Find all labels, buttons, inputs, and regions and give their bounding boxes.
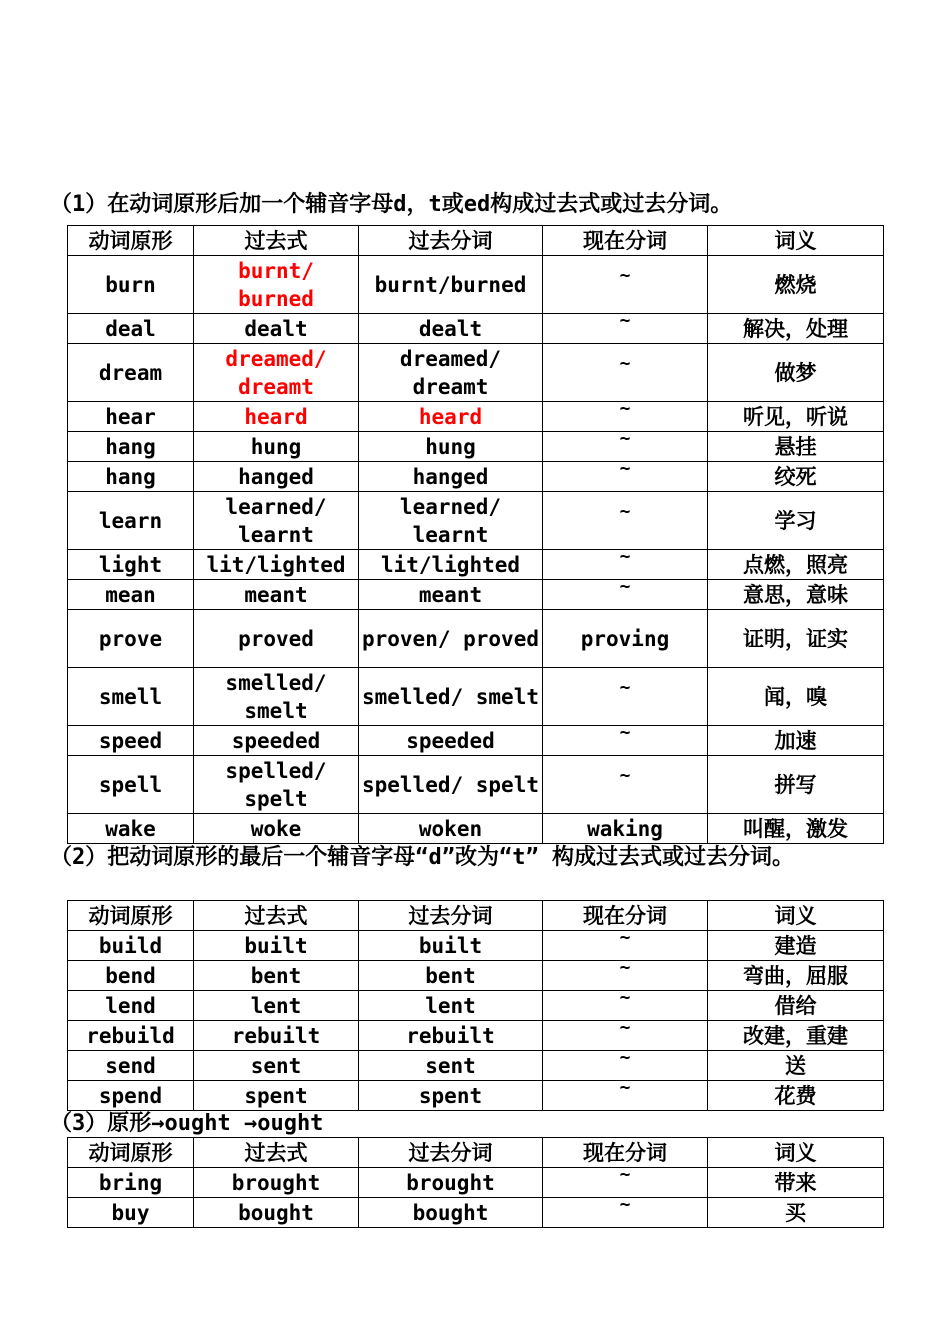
cell-meaning: [708, 1051, 884, 1081]
cell-base-form: [68, 344, 194, 402]
cell-meaning: [708, 344, 884, 402]
cell-base-form: [68, 402, 194, 432]
cell-base-form: [68, 1198, 194, 1228]
cell-past-tense: [194, 580, 359, 610]
cell-base-form: [68, 610, 194, 668]
cell-present-participle: [543, 756, 708, 814]
table-row: [68, 550, 884, 580]
cell-present-participle: [543, 610, 708, 668]
cell-past-tense-text: sent: [250, 1053, 302, 1078]
cell-present-participle-text: ~: [619, 352, 631, 374]
cell-meaning-text: 买: [785, 1200, 806, 1225]
cell-present-participle-text: ~: [619, 313, 631, 331]
cell-present-participle: [543, 726, 708, 756]
cell-present-participle-text: ~: [619, 579, 631, 597]
cell-past-tense: [194, 344, 359, 402]
cell-past-participle: [359, 256, 543, 314]
table-row: [68, 668, 884, 726]
cell-meaning: [708, 402, 884, 432]
cell-present-participle-text: ~: [619, 990, 631, 1008]
cell-past-tense: [194, 726, 359, 756]
cell-past-tense: [194, 610, 359, 668]
cell-base-form: [68, 580, 194, 610]
cell-past-participle-text: built: [418, 933, 483, 958]
cell-past-tense-text: rebuilt: [231, 1023, 321, 1048]
cell-past-participle: [359, 1081, 543, 1111]
cell-past-participle: [359, 668, 543, 726]
header-past-tense: 过去式: [194, 1138, 359, 1168]
cell-past-participle-text: proven/ proved: [361, 626, 539, 651]
cell-base-form-text: wake: [105, 816, 156, 841]
cell-past-tense: [194, 314, 359, 344]
cell-past-participle-text: hanged: [412, 464, 489, 489]
cell-present-participle: [543, 1021, 708, 1051]
cell-base-form: [68, 756, 194, 814]
cell-past-participle: [359, 931, 543, 961]
header-base-form: 动词原形: [68, 1138, 194, 1168]
cell-meaning-text: 拼写: [774, 772, 817, 797]
cell-meaning-text: 花费: [774, 1083, 817, 1108]
cell-base-form: [68, 1168, 194, 1198]
table-section-2: [67, 900, 884, 1111]
table-header-row: [68, 901, 884, 931]
cell-meaning-text: 改建，重建: [743, 1023, 848, 1048]
table-row: [68, 432, 884, 462]
table-row: [68, 462, 884, 492]
cell-meaning-text: 加速: [774, 728, 817, 753]
cell-past-tense-text: brought: [231, 1170, 321, 1195]
cell-past-tense: [194, 814, 359, 844]
cell-base-form-text: buy: [111, 1200, 150, 1225]
cell-past-tense: [194, 402, 359, 432]
section-3-heading: （3）原形→ought →ought: [50, 1111, 324, 1136]
cell-past-tense-text: spelled/ spelt: [225, 758, 327, 811]
cell-past-tense-text: woke: [250, 816, 302, 841]
cell-present-participle-text: ~: [619, 1197, 631, 1215]
table-section-1: [67, 225, 884, 844]
cell-past-tense-text: dealt: [244, 316, 308, 341]
table-row: [68, 610, 884, 668]
cell-present-participle-text: ~: [619, 930, 631, 948]
cell-base-form-text: lend: [105, 993, 156, 1018]
cell-past-tense-text: dreamed/ dreamt: [225, 346, 327, 399]
header-past-participle: 过去分词: [359, 901, 543, 931]
cell-meaning-text: 做梦: [774, 360, 817, 385]
section-2-heading: （2）把动词原形的最后一个辅音字母“d”改为“t” 构成过去式或过去分词。: [50, 845, 794, 870]
cell-present-participle: [543, 462, 708, 492]
cell-past-tense: [194, 1168, 359, 1198]
table-row: [68, 756, 884, 814]
cell-present-participle-text: ~: [619, 500, 631, 522]
cell-meaning: [708, 256, 884, 314]
cell-past-tense-text: hanged: [238, 464, 314, 489]
cell-present-participle-text: ~: [619, 401, 631, 419]
cell-meaning-text: 解决，处理: [743, 316, 848, 341]
cell-present-participle-text: ~: [619, 549, 631, 567]
cell-present-participle: [543, 931, 708, 961]
cell-past-participle: [359, 462, 543, 492]
cell-base-form: [68, 961, 194, 991]
cell-meaning-text: 听见，听说: [743, 404, 848, 429]
cell-past-participle: [359, 432, 543, 462]
cell-past-tense-text: hung: [250, 434, 302, 459]
cell-past-participle: [359, 402, 543, 432]
cell-meaning: [708, 462, 884, 492]
cell-past-participle-text: lit/lighted: [380, 552, 521, 577]
table-row: [68, 1198, 884, 1228]
cell-past-tense: [194, 1021, 359, 1051]
cell-past-tense-text: heard: [244, 404, 308, 429]
header-meaning: 词义: [708, 901, 884, 931]
table-row: [68, 1051, 884, 1081]
cell-past-tense: [194, 756, 359, 814]
cell-base-form: [68, 432, 194, 462]
cell-past-tense: [194, 1198, 359, 1228]
header-past-participle: 过去分词: [359, 1138, 543, 1168]
table-row: [68, 580, 884, 610]
header-past-participle: 过去分词: [359, 226, 543, 256]
cell-base-form-text: learn: [98, 508, 163, 533]
cell-past-participle-text: lent: [425, 993, 476, 1018]
cell-present-participle: [543, 814, 708, 844]
cell-base-form-text: mean: [105, 582, 156, 607]
cell-base-form-text: speed: [98, 728, 163, 753]
cell-present-participle: [543, 314, 708, 344]
cell-present-participle: [543, 344, 708, 402]
cell-base-form-text: prove: [98, 626, 163, 651]
cell-past-tense: [194, 668, 359, 726]
header-present-participle: 现在分词: [543, 226, 708, 256]
header-past-tense: 过去式: [194, 901, 359, 931]
cell-past-tense-text: smelled/ smelt: [225, 670, 327, 723]
cell-present-participle: [543, 256, 708, 314]
cell-meaning-text: 悬挂: [774, 434, 817, 459]
header-present-participle: 现在分词: [543, 901, 708, 931]
cell-base-form: [68, 814, 194, 844]
table-row: [68, 1168, 884, 1198]
table-row: [68, 961, 884, 991]
cell-past-participle: [359, 991, 543, 1021]
cell-present-participle: [543, 432, 708, 462]
table-row: [68, 1021, 884, 1051]
cell-past-participle-text: dealt: [418, 316, 483, 341]
cell-present-participle: [543, 1168, 708, 1198]
cell-meaning: [708, 492, 884, 550]
cell-base-form: [68, 1051, 194, 1081]
cell-present-participle-text: ~: [619, 960, 631, 978]
cell-meaning: [708, 314, 884, 344]
cell-past-participle: [359, 492, 543, 550]
cell-present-participle-text: ~: [619, 461, 631, 479]
cell-past-participle-text: spelled/ spelt: [361, 772, 539, 797]
cell-meaning-text: 送: [785, 1053, 806, 1078]
cell-base-form-text: hang: [105, 434, 156, 459]
cell-base-form: [68, 726, 194, 756]
cell-present-participle-text: ~: [619, 264, 631, 286]
cell-past-tense-text: bought: [238, 1200, 314, 1225]
cell-meaning-text: 弯曲，屈服: [743, 963, 848, 988]
cell-past-participle: [359, 344, 543, 402]
cell-past-participle-text: dreamed/ dreamt: [399, 346, 502, 399]
cell-past-tense: [194, 931, 359, 961]
cell-past-tense-text: lit/lighted: [206, 552, 346, 577]
table-row: [68, 492, 884, 550]
cell-past-tense: [194, 1051, 359, 1081]
cell-past-participle-text: bent: [425, 963, 476, 988]
cell-base-form-text: dream: [98, 360, 163, 385]
cell-past-participle-text: meant: [418, 582, 483, 607]
table-section-3: [67, 1137, 884, 1228]
cell-present-participle-text: proving: [580, 626, 670, 651]
cell-present-participle: [543, 550, 708, 580]
header-meaning: 词义: [708, 226, 884, 256]
cell-present-participle: [543, 1081, 708, 1111]
cell-past-participle-text: rebuilt: [406, 1023, 495, 1048]
header-base-form: 动词原形: [68, 226, 194, 256]
cell-past-participle-text: sent: [425, 1053, 476, 1078]
cell-base-form-text: light: [98, 552, 163, 577]
cell-meaning-text: 绞死: [774, 464, 817, 489]
cell-past-tense-text: meant: [244, 582, 308, 607]
cell-meaning: [708, 668, 884, 726]
cell-base-form-text: build: [98, 933, 163, 958]
cell-present-participle-text: ~: [619, 676, 631, 698]
cell-base-form: [68, 991, 194, 1021]
cell-meaning: [708, 580, 884, 610]
cell-past-tense: [194, 462, 359, 492]
cell-past-tense: [194, 550, 359, 580]
cell-past-tense-text: learned/ learnt: [225, 494, 327, 547]
cell-past-participle: [359, 1051, 543, 1081]
cell-meaning-text: 借给: [774, 993, 817, 1018]
cell-past-participle: [359, 756, 543, 814]
cell-past-participle: [359, 580, 543, 610]
cell-meaning: [708, 726, 884, 756]
cell-base-form: [68, 492, 194, 550]
header-base-form: 动词原形: [68, 901, 194, 931]
header-past-tense: 过去式: [194, 226, 359, 256]
cell-past-participle-text: learned/ learnt: [399, 494, 502, 547]
cell-meaning-text: 意思，意味: [743, 582, 848, 607]
cell-present-participle: [543, 402, 708, 432]
cell-base-form-text: bring: [98, 1170, 163, 1195]
cell-meaning: [708, 1021, 884, 1051]
cell-meaning: [708, 1168, 884, 1198]
table-row: [68, 726, 884, 756]
cell-meaning-text: 学习: [774, 508, 817, 533]
cell-meaning: [708, 961, 884, 991]
cell-base-form: [68, 550, 194, 580]
cell-base-form-text: send: [105, 1053, 156, 1078]
cell-past-participle-text: woken: [418, 816, 483, 841]
cell-base-form: [68, 314, 194, 344]
cell-meaning-text: 证明，证实: [743, 626, 848, 651]
cell-past-participle-text: spent: [418, 1083, 483, 1108]
cell-present-participle-text: waking: [587, 816, 663, 841]
cell-present-participle: [543, 1051, 708, 1081]
cell-present-participle: [543, 492, 708, 550]
table-row: [68, 931, 884, 961]
table-row: [68, 344, 884, 402]
cell-past-participle-text: smelled/ smelt: [361, 684, 539, 709]
cell-present-participle-text: ~: [619, 1167, 631, 1185]
cell-past-tense: [194, 1081, 359, 1111]
cell-past-participle-text: burnt/burned: [374, 272, 527, 297]
cell-past-tense-text: burnt/ burned: [238, 258, 314, 311]
header-meaning: 词义: [708, 1138, 884, 1168]
cell-past-tense-text: bent: [250, 963, 302, 988]
cell-past-participle: [359, 610, 543, 668]
cell-base-form: [68, 668, 194, 726]
cell-past-participle: [359, 814, 543, 844]
cell-base-form-text: hang: [105, 464, 156, 489]
cell-meaning-text: 闻，嗅: [764, 684, 827, 709]
cell-past-participle-text: bought: [412, 1200, 489, 1225]
cell-meaning: [708, 991, 884, 1021]
cell-base-form: [68, 256, 194, 314]
cell-past-participle-text: speeded: [406, 728, 495, 753]
cell-base-form-text: deal: [105, 316, 156, 341]
cell-past-participle: [359, 1168, 543, 1198]
table-row: [68, 991, 884, 1021]
cell-past-participle: [359, 314, 543, 344]
cell-base-form: [68, 1021, 194, 1051]
cell-present-participle-text: ~: [619, 1050, 631, 1068]
table-row: [68, 814, 884, 844]
cell-past-participle: [359, 961, 543, 991]
cell-present-participle: [543, 991, 708, 1021]
cell-base-form: [68, 1081, 194, 1111]
cell-meaning-text: 点燃，照亮: [743, 552, 848, 577]
cell-past-participle: [359, 1021, 543, 1051]
cell-present-participle-text: ~: [619, 1080, 631, 1098]
cell-past-participle: [359, 726, 543, 756]
cell-past-participle-text: heard: [418, 404, 483, 429]
cell-past-tense: [194, 961, 359, 991]
cell-present-participle-text: ~: [619, 1020, 631, 1038]
cell-meaning: [708, 1081, 884, 1111]
cell-meaning: [708, 1198, 884, 1228]
cell-past-participle: [359, 1198, 543, 1228]
section-1-heading: （1）在动词原形后加一个辅音字母d，t或ed构成过去式或过去分词。: [50, 192, 733, 217]
cell-meaning: [708, 550, 884, 580]
cell-present-participle-text: ~: [619, 725, 631, 743]
cell-meaning-text: 带来: [774, 1170, 817, 1195]
cell-past-tense-text: proved: [238, 626, 314, 651]
cell-past-tense-text: speeded: [231, 728, 321, 753]
cell-base-form-text: spell: [98, 772, 163, 797]
cell-past-tense-text: spent: [244, 1083, 308, 1108]
cell-present-participle: [543, 580, 708, 610]
cell-past-participle-text: hung: [425, 434, 476, 459]
cell-present-participle-text: ~: [619, 764, 631, 786]
cell-past-tense-text: lent: [250, 993, 302, 1018]
cell-meaning-text: 燃烧: [774, 272, 817, 297]
cell-base-form-text: bend: [105, 963, 156, 988]
table-header-row: [68, 1138, 884, 1168]
cell-base-form-text: rebuild: [86, 1023, 175, 1048]
cell-base-form-text: smell: [98, 684, 163, 709]
cell-base-form: [68, 462, 194, 492]
cell-meaning-text: 叫醒，激发: [743, 816, 848, 841]
table-header-row: [68, 226, 884, 256]
cell-present-participle: [543, 961, 708, 991]
table-row: [68, 402, 884, 432]
cell-present-participle: [543, 668, 708, 726]
cell-present-participle: [543, 1198, 708, 1228]
cell-meaning-text: 建造: [774, 933, 817, 958]
cell-present-participle-text: ~: [619, 431, 631, 449]
table-row: [68, 1081, 884, 1111]
cell-meaning: [708, 814, 884, 844]
cell-past-tense: [194, 991, 359, 1021]
cell-base-form-text: spend: [98, 1083, 163, 1108]
cell-meaning: [708, 610, 884, 668]
cell-past-tense: [194, 492, 359, 550]
cell-base-form: [68, 931, 194, 961]
header-present-participle: 现在分词: [543, 1138, 708, 1168]
cell-meaning: [708, 756, 884, 814]
cell-base-form-text: burn: [105, 272, 156, 297]
cell-past-participle: [359, 550, 543, 580]
cell-base-form-text: hear: [105, 404, 156, 429]
table-row: [68, 314, 884, 344]
cell-past-tense-text: built: [244, 933, 308, 958]
cell-past-tense: [194, 256, 359, 314]
cell-meaning: [708, 432, 884, 462]
cell-past-tense: [194, 432, 359, 462]
table-row: [68, 256, 884, 314]
cell-meaning: [708, 931, 884, 961]
cell-past-participle-text: brought: [406, 1170, 495, 1195]
